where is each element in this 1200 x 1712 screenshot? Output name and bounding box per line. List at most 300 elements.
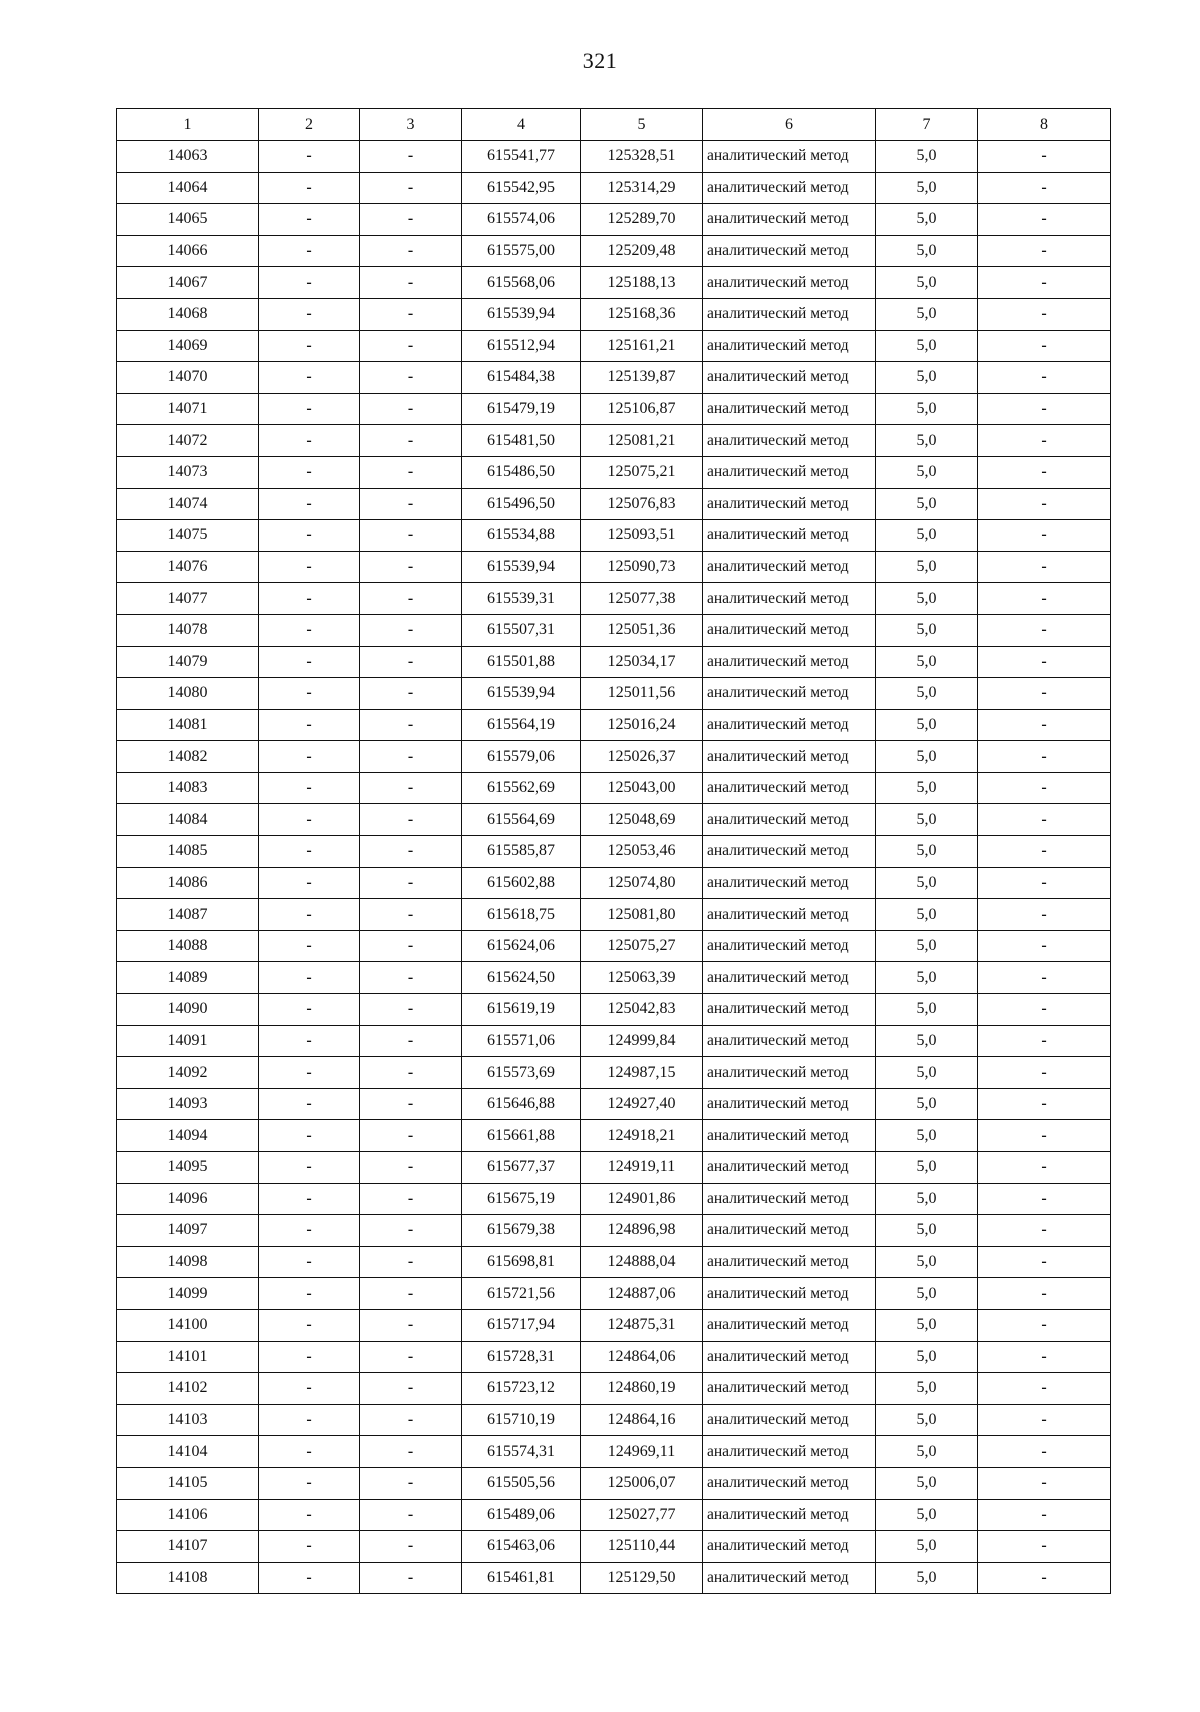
point-number-cell: 14071 bbox=[117, 393, 259, 425]
col8-cell: - bbox=[978, 1278, 1111, 1310]
col3-cell: - bbox=[360, 551, 462, 583]
point-number-cell: 14097 bbox=[117, 1215, 259, 1247]
accuracy-cell: 5,0 bbox=[876, 1088, 978, 1120]
y-coordinate-cell: 125328,51 bbox=[581, 141, 703, 173]
point-number-cell: 14086 bbox=[117, 867, 259, 899]
y-coordinate-cell: 125042,83 bbox=[581, 994, 703, 1026]
col8-cell: - bbox=[978, 172, 1111, 204]
col2-cell: - bbox=[259, 1404, 360, 1436]
col8-cell: - bbox=[978, 867, 1111, 899]
point-number-cell: 14105 bbox=[117, 1467, 259, 1499]
col3-cell: - bbox=[360, 425, 462, 457]
accuracy-cell: 5,0 bbox=[876, 298, 978, 330]
x-coordinate-cell: 615574,06 bbox=[462, 204, 581, 236]
col8-cell: - bbox=[978, 1341, 1111, 1373]
y-coordinate-cell: 124875,31 bbox=[581, 1309, 703, 1341]
x-coordinate-cell: 615661,88 bbox=[462, 1120, 581, 1152]
x-coordinate-cell: 615542,95 bbox=[462, 172, 581, 204]
accuracy-cell: 5,0 bbox=[876, 362, 978, 394]
point-number-cell: 14063 bbox=[117, 141, 259, 173]
x-coordinate-cell: 615679,38 bbox=[462, 1215, 581, 1247]
col3-cell: - bbox=[360, 709, 462, 741]
method-cell: аналитический метод bbox=[703, 425, 876, 457]
accuracy-cell: 5,0 bbox=[876, 1183, 978, 1215]
x-coordinate-cell: 615568,06 bbox=[462, 267, 581, 299]
method-cell: аналитический метод bbox=[703, 1309, 876, 1341]
table-row bbox=[117, 204, 1111, 236]
table-row bbox=[117, 551, 1111, 583]
col8-cell: - bbox=[978, 1246, 1111, 1278]
y-coordinate-cell: 124918,21 bbox=[581, 1120, 703, 1152]
table-row bbox=[117, 899, 1111, 931]
x-coordinate-cell: 615463,06 bbox=[462, 1531, 581, 1563]
y-coordinate-cell: 125051,36 bbox=[581, 614, 703, 646]
method-cell: аналитический метод bbox=[703, 1373, 876, 1405]
col3-cell: - bbox=[360, 1309, 462, 1341]
col8-cell: - bbox=[978, 1025, 1111, 1057]
method-cell: аналитический метод bbox=[703, 1183, 876, 1215]
col8-cell: - bbox=[978, 204, 1111, 236]
point-number-cell: 14106 bbox=[117, 1499, 259, 1531]
method-cell: аналитический метод bbox=[703, 298, 876, 330]
method-cell: аналитический метод bbox=[703, 488, 876, 520]
x-coordinate-cell: 615564,69 bbox=[462, 804, 581, 836]
col8-cell: - bbox=[978, 1309, 1111, 1341]
col8-cell: - bbox=[978, 330, 1111, 362]
col8-cell: - bbox=[978, 678, 1111, 710]
accuracy-cell: 5,0 bbox=[876, 646, 978, 678]
x-coordinate-cell: 615624,50 bbox=[462, 962, 581, 994]
point-number-cell: 14099 bbox=[117, 1278, 259, 1310]
col2-cell: - bbox=[259, 899, 360, 931]
col3-cell: - bbox=[360, 235, 462, 267]
accuracy-cell: 5,0 bbox=[876, 488, 978, 520]
col2-cell: - bbox=[259, 520, 360, 552]
page-number: 321 bbox=[582, 48, 618, 73]
col3-cell: - bbox=[360, 1373, 462, 1405]
col2-cell: - bbox=[259, 1088, 360, 1120]
point-number-cell: 14094 bbox=[117, 1120, 259, 1152]
col3-cell: - bbox=[360, 994, 462, 1026]
col3-cell: - bbox=[360, 1562, 462, 1594]
col8-cell: - bbox=[978, 488, 1111, 520]
col8-cell: - bbox=[978, 393, 1111, 425]
method-cell: аналитический метод bbox=[703, 709, 876, 741]
col2-cell: - bbox=[259, 362, 360, 394]
table-row bbox=[117, 1404, 1111, 1436]
point-number-cell: 14070 bbox=[117, 362, 259, 394]
col3-cell: - bbox=[360, 1467, 462, 1499]
y-coordinate-cell: 124919,11 bbox=[581, 1152, 703, 1184]
column-header: 3 bbox=[360, 109, 462, 141]
x-coordinate-cell: 615484,38 bbox=[462, 362, 581, 394]
point-number-cell: 14091 bbox=[117, 1025, 259, 1057]
accuracy-cell: 5,0 bbox=[876, 741, 978, 773]
x-coordinate-cell: 615486,50 bbox=[462, 456, 581, 488]
point-number-cell: 14082 bbox=[117, 741, 259, 773]
y-coordinate-cell: 125090,73 bbox=[581, 551, 703, 583]
table-body bbox=[117, 141, 1111, 1594]
point-number-cell: 14069 bbox=[117, 330, 259, 362]
col3-cell: - bbox=[360, 899, 462, 931]
col8-cell: - bbox=[978, 425, 1111, 457]
accuracy-cell: 5,0 bbox=[876, 1467, 978, 1499]
method-cell: аналитический метод bbox=[703, 520, 876, 552]
col2-cell: - bbox=[259, 1499, 360, 1531]
x-coordinate-cell: 615507,31 bbox=[462, 614, 581, 646]
col3-cell: - bbox=[360, 456, 462, 488]
col8-cell: - bbox=[978, 1531, 1111, 1563]
point-number-cell: 14098 bbox=[117, 1246, 259, 1278]
col3-cell: - bbox=[360, 172, 462, 204]
col2-cell: - bbox=[259, 930, 360, 962]
method-cell: аналитический метод bbox=[703, 456, 876, 488]
point-number-cell: 14067 bbox=[117, 267, 259, 299]
col8-cell: - bbox=[978, 1373, 1111, 1405]
point-number-cell: 14073 bbox=[117, 456, 259, 488]
y-coordinate-cell: 125074,80 bbox=[581, 867, 703, 899]
method-cell: аналитический метод bbox=[703, 583, 876, 615]
col2-cell: - bbox=[259, 614, 360, 646]
accuracy-cell: 5,0 bbox=[876, 235, 978, 267]
accuracy-cell: 5,0 bbox=[876, 267, 978, 299]
x-coordinate-cell: 615481,50 bbox=[462, 425, 581, 457]
table-row bbox=[117, 614, 1111, 646]
col8-cell: - bbox=[978, 1215, 1111, 1247]
col2-cell: - bbox=[259, 867, 360, 899]
accuracy-cell: 5,0 bbox=[876, 141, 978, 173]
x-coordinate-cell: 615539,94 bbox=[462, 551, 581, 583]
point-number-cell: 14088 bbox=[117, 930, 259, 962]
col8-cell: - bbox=[978, 1436, 1111, 1468]
method-cell: аналитический метод bbox=[703, 1499, 876, 1531]
col2-cell: - bbox=[259, 235, 360, 267]
table-row bbox=[117, 962, 1111, 994]
col8-cell: - bbox=[978, 362, 1111, 394]
col8-cell: - bbox=[978, 614, 1111, 646]
col8-cell: - bbox=[978, 1120, 1111, 1152]
y-coordinate-cell: 125168,36 bbox=[581, 298, 703, 330]
col2-cell: - bbox=[259, 456, 360, 488]
method-cell: аналитический метод bbox=[703, 1088, 876, 1120]
accuracy-cell: 5,0 bbox=[876, 1309, 978, 1341]
accuracy-cell: 5,0 bbox=[876, 962, 978, 994]
point-number-cell: 14107 bbox=[117, 1531, 259, 1563]
method-cell: аналитический метод bbox=[703, 836, 876, 868]
col2-cell: - bbox=[259, 678, 360, 710]
method-cell: аналитический метод bbox=[703, 172, 876, 204]
y-coordinate-cell: 125075,21 bbox=[581, 456, 703, 488]
col8-cell: - bbox=[978, 1467, 1111, 1499]
accuracy-cell: 5,0 bbox=[876, 899, 978, 931]
col3-cell: - bbox=[360, 930, 462, 962]
point-number-cell: 14081 bbox=[117, 709, 259, 741]
column-header: 6 bbox=[703, 109, 876, 141]
col8-cell: - bbox=[978, 1499, 1111, 1531]
method-cell: аналитический метод bbox=[703, 1246, 876, 1278]
y-coordinate-cell: 124864,16 bbox=[581, 1404, 703, 1436]
method-cell: аналитический метод bbox=[703, 1341, 876, 1373]
coordinates-table bbox=[116, 108, 1111, 1594]
column-header: 1 bbox=[117, 109, 259, 141]
col8-cell: - bbox=[978, 709, 1111, 741]
col8-cell: - bbox=[978, 520, 1111, 552]
point-number-cell: 14074 bbox=[117, 488, 259, 520]
x-coordinate-cell: 615646,88 bbox=[462, 1088, 581, 1120]
y-coordinate-cell: 124987,15 bbox=[581, 1057, 703, 1089]
col2-cell: - bbox=[259, 709, 360, 741]
col3-cell: - bbox=[360, 488, 462, 520]
table-row bbox=[117, 1278, 1111, 1310]
y-coordinate-cell: 125075,27 bbox=[581, 930, 703, 962]
col3-cell: - bbox=[360, 614, 462, 646]
method-cell: аналитический метод bbox=[703, 804, 876, 836]
col3-cell: - bbox=[360, 1057, 462, 1089]
point-number-cell: 14064 bbox=[117, 172, 259, 204]
x-coordinate-cell: 615710,19 bbox=[462, 1404, 581, 1436]
y-coordinate-cell: 124927,40 bbox=[581, 1088, 703, 1120]
accuracy-cell: 5,0 bbox=[876, 172, 978, 204]
y-coordinate-cell: 125026,37 bbox=[581, 741, 703, 773]
table-row bbox=[117, 1057, 1111, 1089]
accuracy-cell: 5,0 bbox=[876, 1152, 978, 1184]
col8-cell: - bbox=[978, 772, 1111, 804]
accuracy-cell: 5,0 bbox=[876, 678, 978, 710]
x-coordinate-cell: 615619,19 bbox=[462, 994, 581, 1026]
col8-cell: - bbox=[978, 456, 1111, 488]
col8-cell: - bbox=[978, 1562, 1111, 1594]
table-row bbox=[117, 1215, 1111, 1247]
column-header: 2 bbox=[259, 109, 360, 141]
x-coordinate-cell: 615564,19 bbox=[462, 709, 581, 741]
col3-cell: - bbox=[360, 836, 462, 868]
col2-cell: - bbox=[259, 330, 360, 362]
x-coordinate-cell: 615585,87 bbox=[462, 836, 581, 868]
col8-cell: - bbox=[978, 804, 1111, 836]
col3-cell: - bbox=[360, 1120, 462, 1152]
method-cell: аналитический метод bbox=[703, 1436, 876, 1468]
accuracy-cell: 5,0 bbox=[876, 1373, 978, 1405]
method-cell: аналитический метод bbox=[703, 1120, 876, 1152]
col2-cell: - bbox=[259, 741, 360, 773]
accuracy-cell: 5,0 bbox=[876, 1025, 978, 1057]
method-cell: аналитический метод bbox=[703, 772, 876, 804]
table-row bbox=[117, 1246, 1111, 1278]
y-coordinate-cell: 125093,51 bbox=[581, 520, 703, 552]
accuracy-cell: 5,0 bbox=[876, 994, 978, 1026]
col2-cell: - bbox=[259, 172, 360, 204]
table-row bbox=[117, 520, 1111, 552]
col3-cell: - bbox=[360, 1404, 462, 1436]
method-cell: аналитический метод bbox=[703, 1278, 876, 1310]
table-row bbox=[117, 867, 1111, 899]
table-header-row bbox=[117, 109, 1111, 141]
y-coordinate-cell: 125161,21 bbox=[581, 330, 703, 362]
table-row bbox=[117, 994, 1111, 1026]
point-number-cell: 14076 bbox=[117, 551, 259, 583]
y-coordinate-cell: 125011,56 bbox=[581, 678, 703, 710]
col8-cell: - bbox=[978, 646, 1111, 678]
column-header: 7 bbox=[876, 109, 978, 141]
col2-cell: - bbox=[259, 551, 360, 583]
col8-cell: - bbox=[978, 741, 1111, 773]
col2-cell: - bbox=[259, 1341, 360, 1373]
col3-cell: - bbox=[360, 1499, 462, 1531]
col2-cell: - bbox=[259, 804, 360, 836]
x-coordinate-cell: 615675,19 bbox=[462, 1183, 581, 1215]
col3-cell: - bbox=[360, 583, 462, 615]
column-header: 8 bbox=[978, 109, 1111, 141]
y-coordinate-cell: 125081,21 bbox=[581, 425, 703, 457]
table-row bbox=[117, 362, 1111, 394]
method-cell: аналитический метод bbox=[703, 1025, 876, 1057]
method-cell: аналитический метод bbox=[703, 1057, 876, 1089]
accuracy-cell: 5,0 bbox=[876, 1120, 978, 1152]
y-coordinate-cell: 124888,04 bbox=[581, 1246, 703, 1278]
point-number-cell: 14108 bbox=[117, 1562, 259, 1594]
y-coordinate-cell: 125209,48 bbox=[581, 235, 703, 267]
table-row bbox=[117, 804, 1111, 836]
accuracy-cell: 5,0 bbox=[876, 456, 978, 488]
y-coordinate-cell: 125081,80 bbox=[581, 899, 703, 931]
table-row bbox=[117, 930, 1111, 962]
table-row bbox=[117, 456, 1111, 488]
point-number-cell: 14083 bbox=[117, 772, 259, 804]
table-row bbox=[117, 1531, 1111, 1563]
col3-cell: - bbox=[360, 1152, 462, 1184]
y-coordinate-cell: 125077,38 bbox=[581, 583, 703, 615]
col2-cell: - bbox=[259, 267, 360, 299]
table-row bbox=[117, 1152, 1111, 1184]
accuracy-cell: 5,0 bbox=[876, 1531, 978, 1563]
x-coordinate-cell: 615574,31 bbox=[462, 1436, 581, 1468]
col8-cell: - bbox=[978, 836, 1111, 868]
method-cell: аналитический метод bbox=[703, 1215, 876, 1247]
col3-cell: - bbox=[360, 1246, 462, 1278]
col3-cell: - bbox=[360, 1531, 462, 1563]
x-coordinate-cell: 615512,94 bbox=[462, 330, 581, 362]
y-coordinate-cell: 125129,50 bbox=[581, 1562, 703, 1594]
x-coordinate-cell: 615541,77 bbox=[462, 141, 581, 173]
col3-cell: - bbox=[360, 741, 462, 773]
col2-cell: - bbox=[259, 583, 360, 615]
table-row bbox=[117, 1025, 1111, 1057]
y-coordinate-cell: 124901,86 bbox=[581, 1183, 703, 1215]
table-row bbox=[117, 172, 1111, 204]
point-number-cell: 14084 bbox=[117, 804, 259, 836]
col3-cell: - bbox=[360, 393, 462, 425]
point-number-cell: 14080 bbox=[117, 678, 259, 710]
method-cell: аналитический метод bbox=[703, 962, 876, 994]
table-row bbox=[117, 646, 1111, 678]
method-cell: аналитический метод bbox=[703, 646, 876, 678]
method-cell: аналитический метод bbox=[703, 614, 876, 646]
col2-cell: - bbox=[259, 1152, 360, 1184]
method-cell: аналитический метод bbox=[703, 678, 876, 710]
col2-cell: - bbox=[259, 1467, 360, 1499]
table-row bbox=[117, 1341, 1111, 1373]
accuracy-cell: 5,0 bbox=[876, 1341, 978, 1373]
col8-cell: - bbox=[978, 899, 1111, 931]
method-cell: аналитический метод bbox=[703, 204, 876, 236]
method-cell: аналитический метод bbox=[703, 393, 876, 425]
point-number-cell: 14090 bbox=[117, 994, 259, 1026]
y-coordinate-cell: 125006,07 bbox=[581, 1467, 703, 1499]
column-header: 5 bbox=[581, 109, 703, 141]
x-coordinate-cell: 615562,69 bbox=[462, 772, 581, 804]
table-row bbox=[117, 1309, 1111, 1341]
col2-cell: - bbox=[259, 488, 360, 520]
x-coordinate-cell: 615728,31 bbox=[462, 1341, 581, 1373]
point-number-cell: 14072 bbox=[117, 425, 259, 457]
table-row bbox=[117, 330, 1111, 362]
col2-cell: - bbox=[259, 1309, 360, 1341]
col3-cell: - bbox=[360, 1278, 462, 1310]
method-cell: аналитический метод bbox=[703, 899, 876, 931]
accuracy-cell: 5,0 bbox=[876, 867, 978, 899]
accuracy-cell: 5,0 bbox=[876, 836, 978, 868]
col2-cell: - bbox=[259, 994, 360, 1026]
y-coordinate-cell: 125034,17 bbox=[581, 646, 703, 678]
table-row bbox=[117, 1373, 1111, 1405]
method-cell: аналитический метод bbox=[703, 235, 876, 267]
col2-cell: - bbox=[259, 141, 360, 173]
point-number-cell: 14093 bbox=[117, 1088, 259, 1120]
table-row bbox=[117, 741, 1111, 773]
col3-cell: - bbox=[360, 678, 462, 710]
accuracy-cell: 5,0 bbox=[876, 330, 978, 362]
point-number-cell: 14079 bbox=[117, 646, 259, 678]
method-cell: аналитический метод bbox=[703, 141, 876, 173]
x-coordinate-cell: 615539,94 bbox=[462, 298, 581, 330]
col2-cell: - bbox=[259, 836, 360, 868]
x-coordinate-cell: 615723,12 bbox=[462, 1373, 581, 1405]
x-coordinate-cell: 615461,81 bbox=[462, 1562, 581, 1594]
method-cell: аналитический метод bbox=[703, 741, 876, 773]
table-row bbox=[117, 772, 1111, 804]
y-coordinate-cell: 125048,69 bbox=[581, 804, 703, 836]
x-coordinate-cell: 615602,88 bbox=[462, 867, 581, 899]
method-cell: аналитический метод bbox=[703, 362, 876, 394]
col8-cell: - bbox=[978, 267, 1111, 299]
col8-cell: - bbox=[978, 1152, 1111, 1184]
method-cell: аналитический метод bbox=[703, 1152, 876, 1184]
table-row bbox=[117, 1436, 1111, 1468]
method-cell: аналитический метод bbox=[703, 867, 876, 899]
col2-cell: - bbox=[259, 1025, 360, 1057]
y-coordinate-cell: 125314,29 bbox=[581, 172, 703, 204]
accuracy-cell: 5,0 bbox=[876, 930, 978, 962]
col2-cell: - bbox=[259, 1531, 360, 1563]
col2-cell: - bbox=[259, 1562, 360, 1594]
x-coordinate-cell: 615677,37 bbox=[462, 1152, 581, 1184]
col2-cell: - bbox=[259, 1215, 360, 1247]
method-cell: аналитический метод bbox=[703, 267, 876, 299]
method-cell: аналитический метод bbox=[703, 994, 876, 1026]
table-row bbox=[117, 1088, 1111, 1120]
method-cell: аналитический метод bbox=[703, 1562, 876, 1594]
table-row bbox=[117, 298, 1111, 330]
column-header: 4 bbox=[462, 109, 581, 141]
y-coordinate-cell: 125027,77 bbox=[581, 1499, 703, 1531]
table-row bbox=[117, 393, 1111, 425]
point-number-cell: 14101 bbox=[117, 1341, 259, 1373]
y-coordinate-cell: 124864,06 bbox=[581, 1341, 703, 1373]
col2-cell: - bbox=[259, 204, 360, 236]
table-row bbox=[117, 1120, 1111, 1152]
point-number-cell: 14068 bbox=[117, 298, 259, 330]
table-row bbox=[117, 425, 1111, 457]
